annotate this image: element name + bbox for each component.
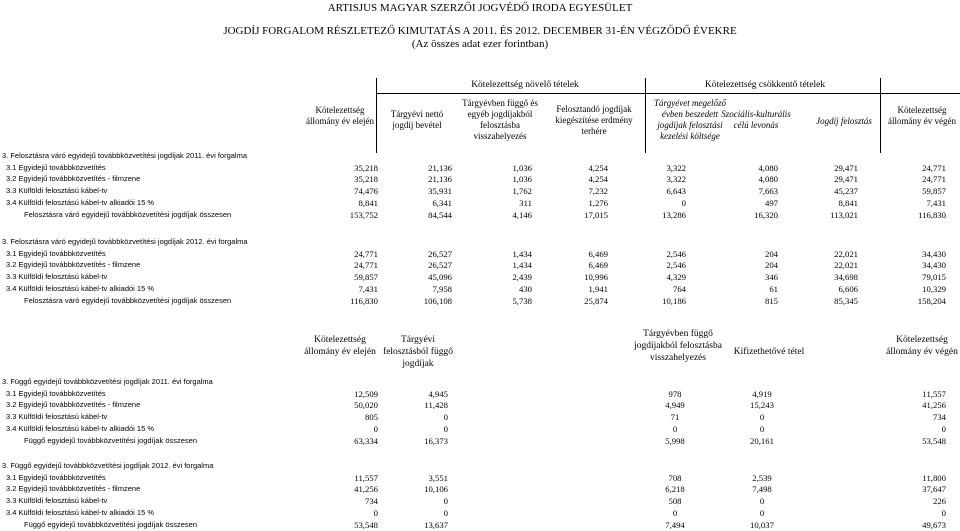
t2-cell: 0 <box>443 412 448 423</box>
t2-cell: 0 <box>672 507 678 518</box>
t2-row-label: 3.3 Külföldi felosztású kábel-tv <box>6 496 108 506</box>
t1-cell: 22,021 <box>834 260 858 271</box>
t1-cell: 45,096 <box>428 272 452 283</box>
table1-group-rule <box>376 93 960 94</box>
t1-cell: 26,527 <box>428 260 452 271</box>
t2-cell: 50,020 <box>354 400 378 411</box>
t1-total-label: Felosztásra váró egyidejű továbbközvetítési jogdíjak összesen <box>24 295 232 305</box>
t1-cell: 35,931 <box>428 186 452 197</box>
t2-row-label: 3.4 Külföldi felosztású kábel-tv alkiadói 15 % <box>6 423 155 433</box>
t2-total-cell: 53,548 <box>922 435 946 446</box>
t2-cell: 0 <box>941 507 946 518</box>
t1-cell: 22,021 <box>834 248 858 259</box>
t1-cell: 4,254 <box>588 162 608 173</box>
t1-cell: 497 <box>764 197 778 208</box>
t1-row-label: 3.1 Egyidejű továbbközvetítés <box>6 248 106 258</box>
t1-col-supplement: Felosztandó jogdíjak kiegészítése erdmény terhére <box>555 104 633 136</box>
t2-cell: 0 <box>443 507 448 518</box>
t1-row-label: 3.4 Külföldi felosztású kábel-tv alkiadói 15 % <box>6 197 155 207</box>
t1-cell: 35,218 <box>354 162 378 173</box>
t2-section-title: 3. Függő egyidejű továbbközvetítési jogdíjak 2011. évi forgalma <box>2 377 213 386</box>
t2-cell: 37,647 <box>922 484 946 495</box>
t2-cell: 805 <box>364 412 378 423</box>
t1-total-cell: 158,204 <box>917 295 946 306</box>
t1-section-title: 3. Felosztásra váró egyidejű továbbközvetítési jogdíjak 2012. évi forgalma <box>2 237 248 246</box>
t1-cell: 3,322 <box>666 162 686 173</box>
t2-cell: 734 <box>364 496 378 507</box>
t2-row-label: 3.4 Külföldi felosztású kábel-tv alkiadói 15 % <box>6 507 155 517</box>
t2-cell: 71 <box>670 412 680 423</box>
t2-cell: 0 <box>759 423 765 434</box>
t1-col-reinstated: Tárgyévben függő és egyéb jogdíjakból felosztásba visszahelyezés <box>462 98 538 141</box>
t1-total-cell: 5,738 <box>512 295 532 306</box>
t2-cell: 0 <box>672 423 678 434</box>
t1-cell: 4,329 <box>666 272 686 283</box>
t2-total-cell: 5,998 <box>665 435 685 446</box>
t1-cell: 21,136 <box>428 174 452 185</box>
t1-total-cell: 17,015 <box>584 209 608 220</box>
t1-cell: 204 <box>764 260 778 271</box>
t2-total-cell: 13,637 <box>424 519 448 530</box>
t2-row-label: 3.2 Egyidejű továbbközvetítés - filmzene <box>6 400 141 410</box>
t2-cell: 15,243 <box>750 400 774 411</box>
t1-total-cell: 16,320 <box>754 209 778 220</box>
t2-cell: 41,256 <box>922 400 946 411</box>
t1-cell: 2,439 <box>512 272 532 283</box>
t1-cell: 2,546 <box>666 260 686 271</box>
t1-cell: 1,434 <box>512 248 532 259</box>
t2-cell: 0 <box>941 423 946 434</box>
t2-cell: 7,498 <box>752 484 772 495</box>
t1-cell: 2,546 <box>666 248 686 259</box>
t1-cell: 4,080 <box>758 162 778 173</box>
group-header-decrease: Kötelezettség csökkentő tételek <box>704 80 826 90</box>
t2-cell: 6,218 <box>665 484 685 495</box>
t1-cell: 7,958 <box>432 283 452 294</box>
t2-col-pending: Tárgyévi felosztásból függő jogdíjak <box>383 335 453 369</box>
t2-total-label: Függő egyidejű továbbközvetítési jogdíjak összesen <box>24 435 198 445</box>
report-title: JOGDÍJ FORGALOM RÉSZLETEZŐ KIMUTATÁS A 2011. ÉS 2012. DECEMBER 31-ÉN VÉGZŐDŐ ÉVEKRE <box>223 25 737 37</box>
t2-col-closing-balance: Kötelezettség állomány év végén <box>886 335 958 357</box>
t1-cell: 74,476 <box>354 186 378 197</box>
t2-col-reinstated: Tárgyévben függő jogdíjakból felosztásba visszahelyezés <box>634 329 722 363</box>
t2-cell: 11,557 <box>922 388 946 399</box>
report-org-title: ARTISJUS MAGYAR SZERZŐI JOGVÉDŐ IRODA EGYESÜLET <box>327 2 633 14</box>
t2-cell: 2,539 <box>752 472 772 483</box>
t2-col-opening-balance: Kötelezettség állomány év elején <box>304 335 376 357</box>
t2-cell: 0 <box>759 507 765 518</box>
t2-total-cell: 53,548 <box>354 519 378 530</box>
t1-cell: 764 <box>672 283 686 294</box>
t2-cell: 3,551 <box>428 472 448 483</box>
t2-cell: 0 <box>759 496 765 507</box>
t2-cell: 11,800 <box>922 472 946 483</box>
t2-total-cell: 49,673 <box>922 519 946 530</box>
t2-cell: 12,509 <box>354 388 378 399</box>
t1-total-cell: 116,830 <box>350 295 378 306</box>
t1-total-cell: 84,544 <box>428 209 452 220</box>
t1-cell: 7,431 <box>926 197 946 208</box>
t1-total-cell: 113,021 <box>830 209 858 220</box>
t2-cell: 508 <box>668 496 682 507</box>
t1-cell: 10,329 <box>922 283 946 294</box>
t1-cell: 204 <box>764 248 778 259</box>
t1-cell: 1,762 <box>512 186 532 197</box>
t1-section-title: 3. Felosztásra váró egyidejű továbbközvetítési jogdíjak 2011. évi forgalma <box>2 151 247 160</box>
t1-cell: 29,471 <box>834 174 858 185</box>
t2-cell: 708 <box>668 472 682 483</box>
t1-cell: 24,771 <box>354 248 378 259</box>
t2-cell: 11,557 <box>354 472 378 483</box>
t1-total-cell: 10,186 <box>662 295 686 306</box>
t2-cell: 0 <box>443 496 448 507</box>
t1-cell: 34,698 <box>834 272 858 283</box>
report-subtitle: (Az összes adat ezer forintban) <box>411 38 549 50</box>
t2-cell: 10,106 <box>424 484 448 495</box>
t2-cell: 4,919 <box>752 388 772 399</box>
t1-cell: 24,771 <box>922 174 946 185</box>
t1-row-label: 3.3 Külföldi felosztású kábel-tv <box>6 272 108 282</box>
t1-total-cell: 815 <box>764 295 778 306</box>
t1-cell: 45,237 <box>834 186 858 197</box>
t1-row-label: 3.1 Egyidejű továbbközvetítés <box>6 162 106 172</box>
t1-cell: 35,218 <box>354 174 378 185</box>
t1-col-distribution: Jogdíj felosztás <box>816 116 872 126</box>
t2-col-payable: Kifizethetővé tétel <box>733 347 805 357</box>
t1-total-cell: 153,752 <box>349 209 378 220</box>
t1-total-cell: 25,874 <box>584 295 608 306</box>
t2-row-label: 3.2 Egyidejű továbbközvetítés - filmzene <box>6 484 141 494</box>
t1-cell: 7,232 <box>588 186 608 197</box>
t1-total-cell: 4,146 <box>512 209 532 220</box>
t1-cell: 4,080 <box>758 174 778 185</box>
t1-cell: 34,430 <box>922 260 946 271</box>
t2-cell: 978 <box>668 388 682 399</box>
t1-row-label: 3.4 Külföldi felosztású kábel-tv alkiadói 15 % <box>6 283 155 293</box>
t1-cell: 6,469 <box>588 260 608 271</box>
t1-cell: 0 <box>681 197 686 208</box>
t2-cell: 0 <box>443 423 448 434</box>
t1-cell: 26,527 <box>428 248 452 259</box>
t2-cell: 11,428 <box>424 400 448 411</box>
t1-col-handling-cost: Tárgyévet megelőző évben beszedett jogdíjak felosztási kezelési költsége <box>654 98 726 141</box>
t1-total-cell: 106,108 <box>423 295 452 306</box>
t2-total-cell: 20,161 <box>750 435 774 446</box>
t2-total-cell: 63,334 <box>354 435 378 446</box>
t1-cell: 59,857 <box>354 272 378 283</box>
t1-cell: 1,276 <box>588 197 608 208</box>
t1-total-cell: 85,345 <box>834 295 858 306</box>
t1-cell: 8,841 <box>358 197 378 208</box>
t2-cell: 0 <box>373 507 378 518</box>
t2-total-cell: 10,037 <box>750 519 774 530</box>
t1-cell: 24,771 <box>354 260 378 271</box>
t2-cell: 4,949 <box>665 400 685 411</box>
t2-total-cell: 16,373 <box>424 435 448 446</box>
t1-cell: 6,469 <box>588 248 608 259</box>
t1-cell: 34,430 <box>922 248 946 259</box>
t1-cell: 8,841 <box>838 197 858 208</box>
t1-cell: 6,643 <box>666 186 686 197</box>
t1-cell: 6,606 <box>838 283 858 294</box>
t1-row-label: 3.2 Egyidejű továbbközvetítés - filmzene <box>6 260 141 270</box>
t1-total-label: Felosztásra váró egyidejű továbbközvetítési jogdíjak összesen <box>24 209 232 219</box>
t1-cell: 7,663 <box>758 186 778 197</box>
t1-total-cell: 116,830 <box>918 209 946 220</box>
t1-cell: 430 <box>518 283 532 294</box>
t1-cell: 10,996 <box>584 272 608 283</box>
t2-cell: 734 <box>932 412 946 423</box>
t2-row-label: 3.1 Egyidejű továbbközvetítés <box>6 388 106 398</box>
t1-cell: 79,015 <box>922 272 946 283</box>
t1-cell: 59,857 <box>922 186 946 197</box>
t1-cell: 29,471 <box>834 162 858 173</box>
t2-row-label: 3.3 Külföldi felosztású kábel-tv <box>6 412 108 422</box>
t1-cell: 1,036 <box>512 162 532 173</box>
t2-cell: 0 <box>759 412 765 423</box>
t1-cell: 4,254 <box>588 174 608 185</box>
t1-total-cell: 13,286 <box>662 209 686 220</box>
t1-cell: 6,341 <box>432 197 452 208</box>
t1-cell: 1,941 <box>588 283 608 294</box>
t1-cell: 1,036 <box>512 174 532 185</box>
t2-cell: 4,945 <box>428 388 448 399</box>
t1-cell: 1,434 <box>512 260 532 271</box>
t1-cell: 21,136 <box>428 162 452 173</box>
t1-col-social-deduction: Szociális-kulturális célú levonás <box>721 109 791 130</box>
t1-col-closing-balance: Kötelezettség állomány év végén <box>888 105 956 126</box>
t1-col-net-revenue: Tárgyévi nettó jogdíj bevétel <box>390 109 444 130</box>
t1-cell: 24,771 <box>922 162 946 173</box>
t1-cell: 346 <box>764 272 778 283</box>
t1-cell: 311 <box>519 197 532 208</box>
table1-col-divider <box>645 78 646 153</box>
t2-cell: 41,256 <box>354 484 378 495</box>
t2-row-label: 3.1 Egyidejű továbbközvetítés <box>6 472 106 482</box>
t1-row-label: 3.2 Egyidejű továbbközvetítés - filmzene <box>6 174 141 184</box>
t1-col-opening-balance: Kötelezettség állomány év elején <box>306 105 374 126</box>
t2-total-cell: 7,494 <box>665 519 685 530</box>
t2-total-label: Függő egyidejű továbbközvetítési jogdíjak összesen <box>24 519 198 529</box>
t2-cell: 226 <box>932 496 946 507</box>
t1-cell: 3,322 <box>666 174 686 185</box>
group-header-increase: Kötelezettség növelő tételek <box>471 80 579 90</box>
t1-row-label: 3.3 Külföldi felosztású kábel-tv <box>6 186 108 196</box>
t2-section-title: 3. Függő egyidejű továbbközvetítési jogdíjak 2012. évi forgalma <box>2 461 214 470</box>
t1-cell: 7,431 <box>358 283 378 294</box>
t1-cell: 61 <box>769 283 778 294</box>
t2-cell: 0 <box>373 423 378 434</box>
